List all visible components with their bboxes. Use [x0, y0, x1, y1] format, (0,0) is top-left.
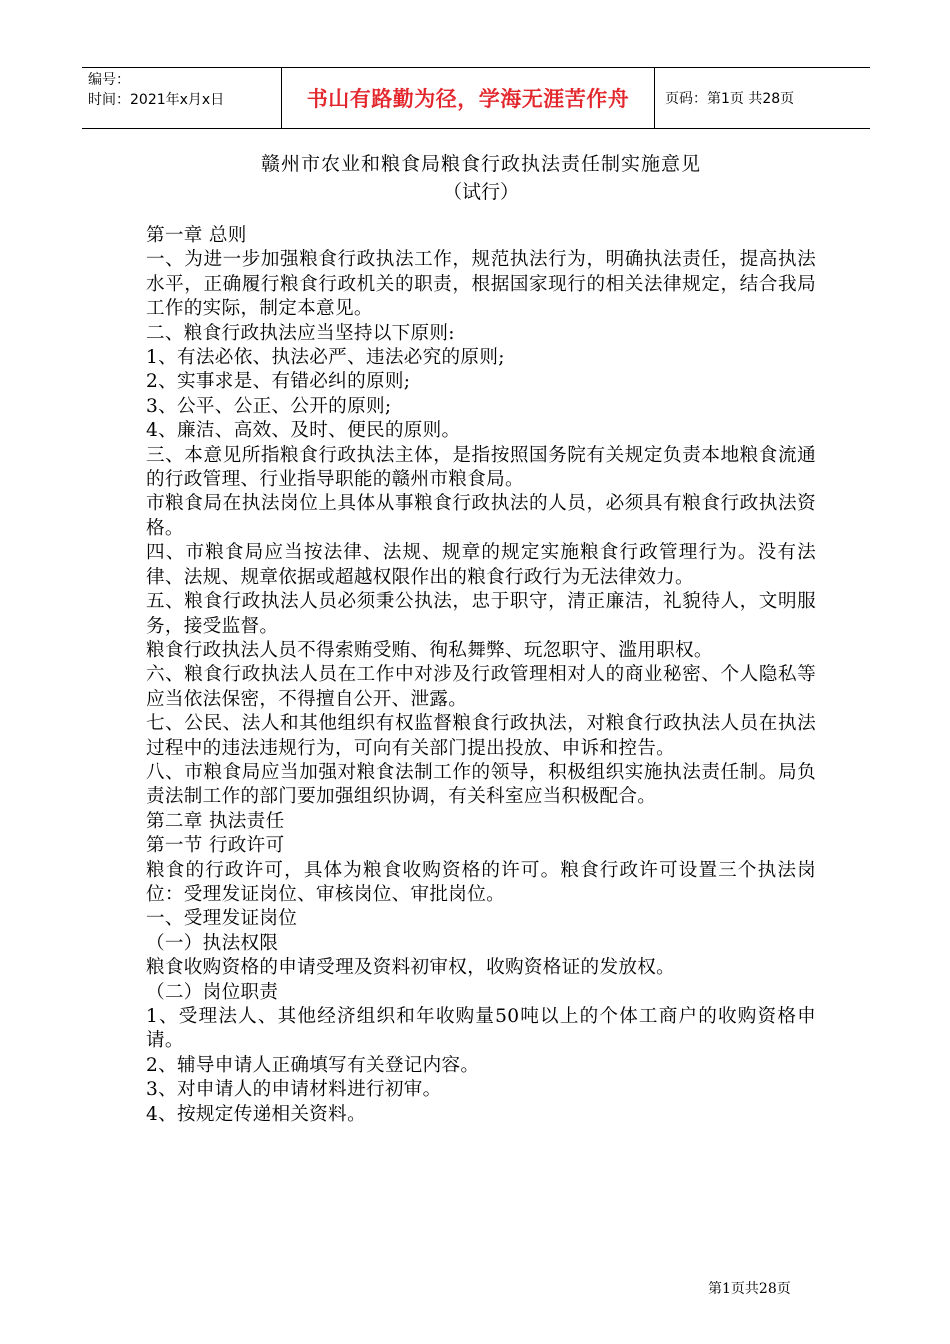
paragraph: 粮食行政执法人员不得索贿受贿、徇私舞弊、玩忽职守、滥用职权。: [146, 639, 713, 661]
list-item: 1、受理法人、其他经济组织和年收购量50吨以上的个体工商户的收购资格申请。: [146, 1006, 816, 1052]
header-page-info: 页码：第1页 共28页: [665, 91, 795, 107]
paragraph: 二、粮食行政执法应当坚持以下原则:: [146, 322, 455, 344]
paragraph: 七、公民、法人和其他组织有权监督粮食行政执法，对粮食行政执法人员在执法过程中的违法违规行为，可向有关部门提出投放、申诉和控告。: [146, 713, 816, 759]
paragraph: 八、市粮食局应当加强对粮食法制工作的领导，积极组织实施执法责任制。局负责法制工作的部门要加强组织协调，有关科室应当积极配合。: [146, 761, 816, 808]
section-heading: 第一节 行政许可: [146, 835, 285, 857]
chapter-heading: 第一章 总则: [146, 225, 247, 246]
page-header: [82, 67, 870, 129]
list-item: 1、有法必依、执法必严、违法必究的原则;: [146, 347, 505, 369]
chapter-heading: 第二章 执法责任: [146, 810, 285, 832]
paragraph: 粮食收购资格的申请受理及资料初审权，收购资格证的发放权。: [146, 957, 676, 979]
list-item: 3、公平、公正、公开的原则;: [146, 395, 392, 417]
document-body: [146, 150, 816, 1127]
subsection-heading: （一）执法权限: [146, 932, 279, 954]
document-time-label: 时间：2021年x月x日: [88, 92, 225, 108]
list-item: 2、辅导申请人正确填写有关登记内容。: [146, 1054, 480, 1076]
paragraph: 粮食的行政许可，具体为粮食收购资格的许可。粮食行政许可设置三个执法岗位：受理发证岗位、审核岗位、审批岗位。: [146, 859, 816, 905]
paragraph: 五、粮食行政执法人员必须秉公执法，忠于职守，清正廉洁，礼貌待人，文明服务，接受监督。: [146, 591, 816, 637]
footer-page-number: 第1页共28页: [708, 1281, 791, 1297]
subsection-heading: （二）岗位职责: [146, 981, 279, 1003]
paragraph: 一、为进一步加强粮食行政执法工作，规范执法行为，明确执法责任，提高执法水平，正确履行粮食行政机关的职责，根据国家现行的相关法律规定，结合我局工作的实际，制定本意见。: [146, 249, 816, 320]
paragraph: 三、本意见所指粮食行政执法主体，是指按照国务院有关规定负责本地粮食流通的行政管理、行业指导职能的赣州市粮食局。: [146, 444, 816, 491]
document-subtitle: （试行）: [442, 181, 519, 203]
header-motto-cell: [281, 68, 655, 128]
header-motto: 书山有路勤为径，学海无涯苦作舟: [306, 87, 630, 111]
paragraph: 四、市粮食局应当按法律、法规、规章的规定实施粮食行政管理行为。没有法律、法规、规章依据或超越权限作出的粮食行政行为无法律效力。: [146, 542, 816, 588]
list-item: 4、按规定传递相关资料。: [146, 1103, 366, 1125]
list-item: 3、对申请人的申请材料进行初审。: [146, 1079, 442, 1101]
subsection-heading: 一、受理发证岗位: [146, 908, 298, 930]
document-number-label: 编号：: [88, 72, 130, 88]
list-item: 4、廉洁、高效、及时、便民的原则。: [146, 420, 461, 442]
header-page-info-cell: [655, 68, 870, 128]
page-footer: [708, 1278, 791, 1298]
paragraph: 市粮食局在执法岗位上具体从事粮食行政执法的人员，必须具有粮食行政执法资格。: [146, 493, 816, 539]
paragraph: 六、粮食行政执法人员在工作中对涉及行政管理相对人的商业秘密、个人隐私等应当依法保密，不得擅自公开、泄露。: [146, 664, 816, 710]
document-title: 赣州市农业和粮食局粮食行政执法责任制实施意见: [260, 153, 701, 175]
list-item: 2、实事求是、有错必纠的原则;: [146, 371, 411, 393]
header-meta: [82, 68, 281, 128]
